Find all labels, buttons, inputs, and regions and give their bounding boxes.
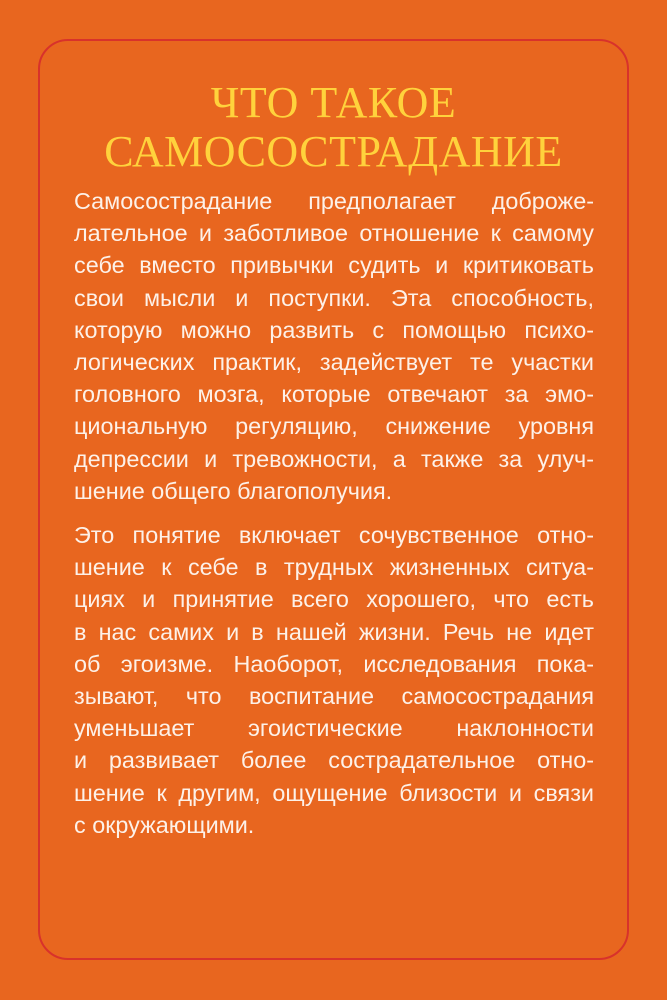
text-line: шение к другим, ощущение близости и связи: [74, 779, 594, 806]
text-line: логических практик, задействует те участки: [74, 349, 594, 376]
title-line: САМОСОСТРАДАНИЕ: [104, 127, 563, 176]
text-line: уменьшает эгоистические наклонности: [74, 715, 594, 742]
text-line: свои мысли и поступки. Эта способность,: [74, 284, 594, 311]
text-line: в нас самих и в нашей жизни. Речь не идет: [74, 618, 594, 645]
text-line: циях и принятие всего хорошего, что есть: [74, 586, 594, 613]
text-line: шение к себе в трудных жизненных ситуа-: [74, 554, 594, 581]
text-line: зывают, что воспитание самосострадания: [74, 683, 594, 710]
body-text: [74, 185, 594, 841]
text-line: лательное и заботливое отношение к самому: [74, 220, 594, 247]
page-title: [40, 78, 627, 176]
text-line: головного мозга, которые отвечают за эмо-: [74, 381, 594, 408]
text-line: Самосострадание предполагает доброже-: [74, 188, 594, 214]
title-line: ЧТО ТАКОЕ: [210, 78, 457, 127]
text-line: депрессии и тревожности, а также за улуч-: [74, 445, 594, 472]
text-line: шение общего благополучия.: [74, 477, 393, 504]
paragraph-1: [74, 185, 594, 507]
text-line: и развивает более сострадательное отно-: [74, 747, 594, 774]
text-line: об эгоизме. Наоборот, исследования пока-: [74, 650, 594, 677]
text-line: которую можно развить с помощью психо-: [74, 316, 594, 343]
text-line: себе вместо привычки судить и критиковать: [74, 252, 594, 279]
text-line: с окружающими.: [74, 811, 255, 838]
text-line: циональную регуляцию, снижение уровня: [74, 413, 594, 440]
paragraph-2: [74, 519, 594, 841]
text-line: Это понятие включает сочувственное отно-: [74, 522, 594, 549]
